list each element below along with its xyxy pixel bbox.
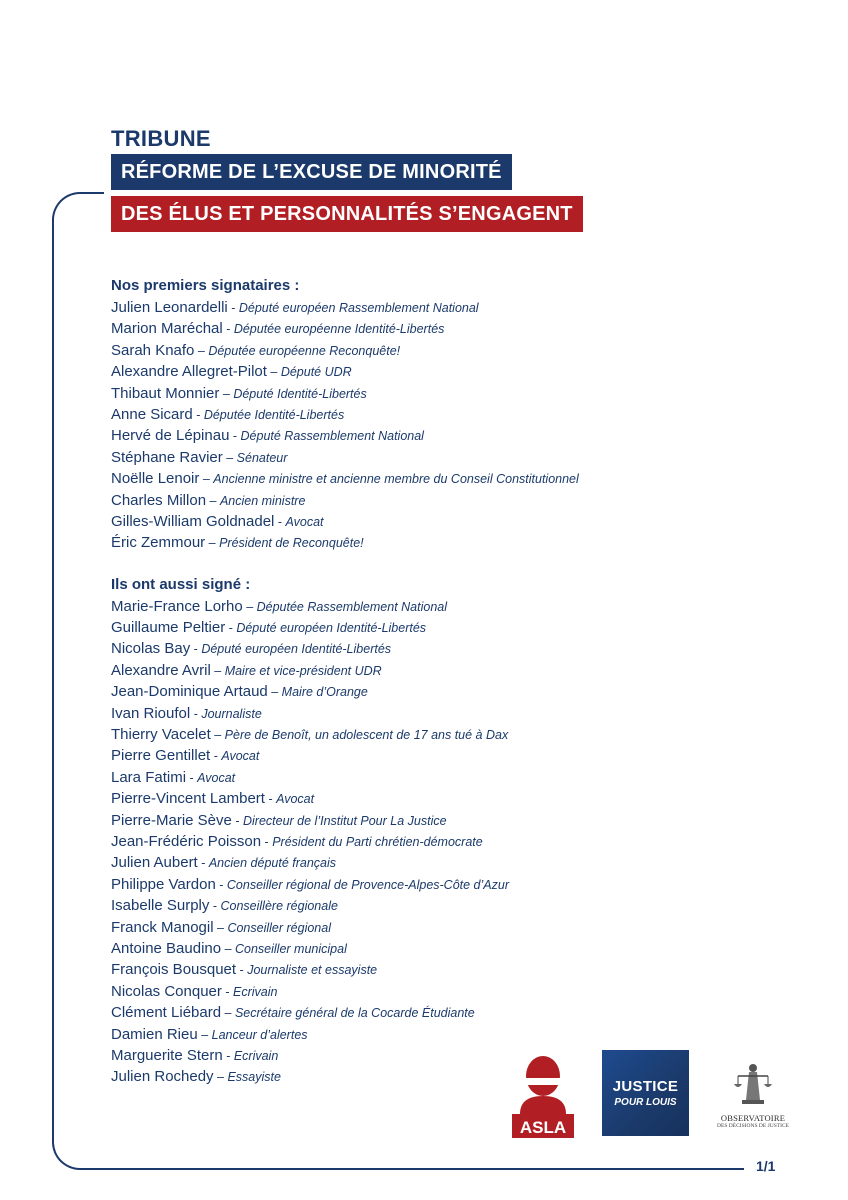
- signatory-separator: -: [221, 984, 233, 999]
- signatory-role: Ancien ministre: [219, 493, 306, 508]
- signatory-separator: -: [222, 1048, 234, 1063]
- signatory-name: Éric Zemmour: [111, 534, 206, 552]
- signatory-row: [111, 767, 751, 788]
- signatory-name: Nicolas Bay: [111, 640, 191, 658]
- signatory-name: Pierre-Marie Sève: [111, 811, 232, 829]
- section-title: Nos premiers signataires :: [111, 277, 300, 294]
- signatory-role: Ancienne ministre et ancienne membre du Conseil Constitutionnel: [213, 472, 579, 487]
- asla-logo: [510, 1052, 576, 1138]
- signatory-role: Secrétaire général de la Cocarde Étudiante: [234, 1006, 475, 1021]
- signatory-role: Avocat: [276, 792, 315, 807]
- signatory-separator: -: [190, 642, 202, 657]
- signatory-row: [111, 404, 751, 425]
- section-other-signatories: [111, 574, 751, 1088]
- signatory-row: [111, 468, 751, 489]
- justice-logo-line2: POUR LOUIS: [614, 1097, 677, 1108]
- signatory-name: Julien Aubert: [111, 854, 198, 872]
- signatory-row: [111, 361, 751, 382]
- asla-logo-text: ASLA: [519, 1118, 567, 1137]
- signatory-role: Ecrivain: [233, 1048, 279, 1063]
- signatory-name: Clément Liébard: [111, 1004, 222, 1022]
- signatory-role: Conseiller régional: [227, 920, 331, 935]
- signatory-separator: –: [213, 920, 228, 935]
- signatory-name: Isabelle Surply: [111, 897, 210, 915]
- signatory-row: [111, 917, 751, 938]
- signatory-separator: –: [206, 493, 220, 508]
- signatory-role: Avocat: [221, 749, 260, 764]
- signatory-separator: –: [213, 1070, 228, 1085]
- signatory-separator: -: [190, 706, 202, 721]
- signatory-separator: -: [236, 963, 248, 978]
- observatoire-logo-subtitle: DES DÉCISIONS DE JUSTICE: [717, 1123, 789, 1129]
- signatory-name: Damien Rieu: [111, 1025, 198, 1043]
- signatory-role: Député européen Identité-Libertés: [236, 621, 427, 636]
- signatory-separator: –: [210, 728, 225, 743]
- signatory-name: Hervé de Lépinau: [111, 427, 230, 445]
- kicker-label: TRIBUNE: [111, 126, 211, 151]
- signatory-role: Sénateur: [236, 450, 288, 465]
- signatory-row: [111, 852, 751, 873]
- signatory-role: Ecrivain: [233, 984, 278, 999]
- signatory-role: Essayiste: [227, 1070, 281, 1085]
- signatory-role: Journaliste: [201, 706, 262, 721]
- signatory-name: Nicolas Conquer: [111, 982, 222, 1000]
- signatory-name: Thierry Vacelet: [111, 726, 211, 744]
- signatory-row: [111, 532, 751, 553]
- signatory-separator: -: [192, 407, 204, 422]
- observatoire-logo-title: OBSERVATOIRE: [720, 1113, 786, 1123]
- signatory-row: [111, 1002, 751, 1023]
- signatory-separator: –: [205, 536, 220, 551]
- signatory-row: [111, 617, 751, 638]
- title-banner-red: DES ÉLUS ET PERSONNALITÉS S’ENGAGENT: [111, 196, 583, 232]
- frame-left-rule: [52, 218, 54, 1142]
- frame-corner-top: [52, 192, 104, 222]
- signatory-separator: –: [197, 1027, 212, 1042]
- signatory-name: Stéphane Ravier: [111, 448, 223, 466]
- signatory-row: [111, 874, 751, 895]
- signatory-name: Pierre-Vincent Lambert: [111, 790, 265, 808]
- signatory-row: [111, 681, 751, 702]
- signatory-row: [111, 810, 751, 831]
- signatory-row: [111, 831, 751, 852]
- signatory-role: Députée Identité-Libertés: [203, 407, 345, 422]
- signatory-role: Directeur de l’Institut Pour La Justice: [242, 813, 447, 828]
- signatory-separator: -: [261, 834, 273, 849]
- signatory-role: Député UDR: [280, 365, 352, 380]
- signatory-role: Avocat: [285, 514, 324, 529]
- title-banner-navy: RÉFORME DE L’EXCUSE DE MINORITÉ: [111, 154, 512, 190]
- signatory-name: Pierre Gentillet: [111, 747, 211, 765]
- signatory-name: Alexandre Avril: [111, 661, 211, 679]
- justice-statue-icon: [728, 1060, 778, 1106]
- signatory-separator: -: [231, 813, 243, 828]
- signatory-row: [111, 297, 751, 318]
- signatory-separator: -: [215, 877, 227, 892]
- signatory-name: Philippe Vardon: [111, 875, 216, 893]
- signatory-role: Conseiller régional de Provence-Alpes-Côte d’Azur: [226, 877, 509, 892]
- signatory-role: Lanceur d’alertes: [211, 1027, 308, 1042]
- signatory-row: [111, 1024, 751, 1045]
- signatory-row: [111, 596, 751, 617]
- signatory-name: François Bousquet: [111, 961, 237, 979]
- signatory-role: Députée européenne Identité-Libertés: [233, 322, 445, 337]
- signatory-name: Lara Fatimi: [111, 768, 187, 786]
- signatories-content: [111, 275, 751, 1088]
- signatory-role: Conseillère régionale: [220, 899, 338, 914]
- signatory-role: Député Rassemblement National: [240, 429, 424, 444]
- section-gap: [111, 554, 751, 574]
- signatory-row: [111, 447, 751, 468]
- signatory-row: [111, 703, 751, 724]
- section-title: Ils ont aussi signé :: [111, 575, 251, 593]
- signatory-role: Président du Parti chrétien-démocrate: [272, 834, 483, 849]
- signatory-row: [111, 511, 751, 532]
- signatory-name: Alexandre Allegret-Pilot: [111, 363, 267, 381]
- signatory-name: Jean-Frédéric Poisson: [111, 832, 262, 850]
- signatory-separator: -: [274, 514, 286, 529]
- frame-bottom-rule: [52, 1140, 744, 1170]
- signatory-row: [111, 318, 751, 339]
- signatory-separator: -: [227, 301, 239, 315]
- signatory-name: Noëlle Lenoir: [111, 470, 200, 488]
- signatory-separator: –: [221, 1006, 235, 1021]
- signatory-role: Président de Reconquête!: [219, 536, 364, 551]
- signatory-separator: –: [199, 472, 214, 487]
- signatory-separator: –: [267, 685, 282, 700]
- signatory-row: [111, 788, 751, 809]
- signatory-role: Journaliste et essayiste: [247, 963, 378, 978]
- signatory-row: [111, 638, 751, 659]
- signatory-separator: -: [210, 749, 222, 764]
- signatory-name: Julien Rochedy: [111, 1068, 214, 1086]
- signatory-name: Thibaut Monnier: [111, 384, 220, 402]
- signatory-role: Conseiller municipal: [235, 941, 347, 956]
- observatoire-logo: [709, 1060, 797, 1140]
- signatory-role: Père de Benoît, un adolescent de 17 ans tué à Dax: [224, 728, 509, 743]
- page-number: 1/1: [756, 1158, 776, 1174]
- signatory-separator: –: [194, 343, 209, 358]
- signatory-row: [111, 938, 751, 959]
- signatory-row: [111, 895, 751, 916]
- signatory-name: Franck Manogil: [111, 918, 214, 936]
- signatory-name: Antoine Baudino: [111, 939, 222, 957]
- signatory-separator: -: [225, 621, 237, 636]
- signatory-row: [111, 340, 751, 361]
- signatory-separator: -: [229, 429, 241, 444]
- signatory-row: [111, 981, 751, 1002]
- signatory-separator: -: [186, 770, 198, 785]
- signatory-separator: -: [222, 322, 234, 337]
- signatory-separator: –: [222, 450, 237, 465]
- signatory-row: [111, 490, 751, 511]
- signatory-name: Gilles-William Goldnadel: [111, 512, 275, 530]
- signatory-role: Député européen Identité-Libertés: [201, 642, 392, 657]
- signatory-role: Ancien député français: [208, 856, 337, 871]
- signatory-separator: -: [209, 899, 221, 914]
- signatory-separator: -: [264, 792, 277, 807]
- signatory-name: Marguerite Stern: [111, 1046, 223, 1064]
- signatory-name: Charles Millon: [111, 491, 207, 509]
- signatory-role: Maire d’Orange: [281, 685, 368, 700]
- signatory-role: Avocat: [197, 770, 236, 785]
- signatory-separator: –: [242, 599, 257, 614]
- signatory-row: [111, 383, 751, 404]
- signatory-row: [111, 959, 751, 980]
- section-first-signatories: [111, 275, 751, 554]
- signatory-role: Député Identité-Libertés: [233, 386, 367, 401]
- signatory-separator: –: [266, 365, 281, 380]
- asla-head-icon: [510, 1052, 576, 1138]
- signatory-name: Ivan Rioufol: [111, 704, 191, 722]
- signatory-row: [111, 425, 751, 446]
- signatory-separator: –: [210, 663, 225, 678]
- signatory-separator: –: [219, 386, 234, 401]
- signatory-role: Députée Rassemblement National: [256, 599, 448, 614]
- signatory-separator: -: [197, 856, 209, 871]
- signatory-row: [111, 724, 751, 745]
- signatory-name: Guillaume Peltier: [111, 619, 226, 637]
- signatory-name: Marion Maréchal: [111, 320, 223, 338]
- signatory-role: Députée européenne Reconquête!: [208, 343, 401, 358]
- signatory-name: Anne Sicard: [111, 405, 193, 423]
- signatory-name: Jean-Dominique Artaud: [111, 683, 268, 701]
- justice-pour-louis-logo: [602, 1050, 689, 1136]
- signatory-name: Sarah Knafo: [111, 341, 195, 359]
- justice-logo-line1: JUSTICE: [612, 1078, 679, 1095]
- signatory-row: [111, 745, 751, 766]
- signatory-role: Maire et vice-président UDR: [224, 663, 382, 678]
- signatory-role: Député européen Rassemblement National: [238, 301, 479, 315]
- signatory-name: Marie-France Lorho: [111, 597, 243, 615]
- signatory-name: Julien Leonardelli: [111, 299, 228, 316]
- signatory-row: [111, 660, 751, 681]
- signatory-separator: –: [221, 941, 235, 956]
